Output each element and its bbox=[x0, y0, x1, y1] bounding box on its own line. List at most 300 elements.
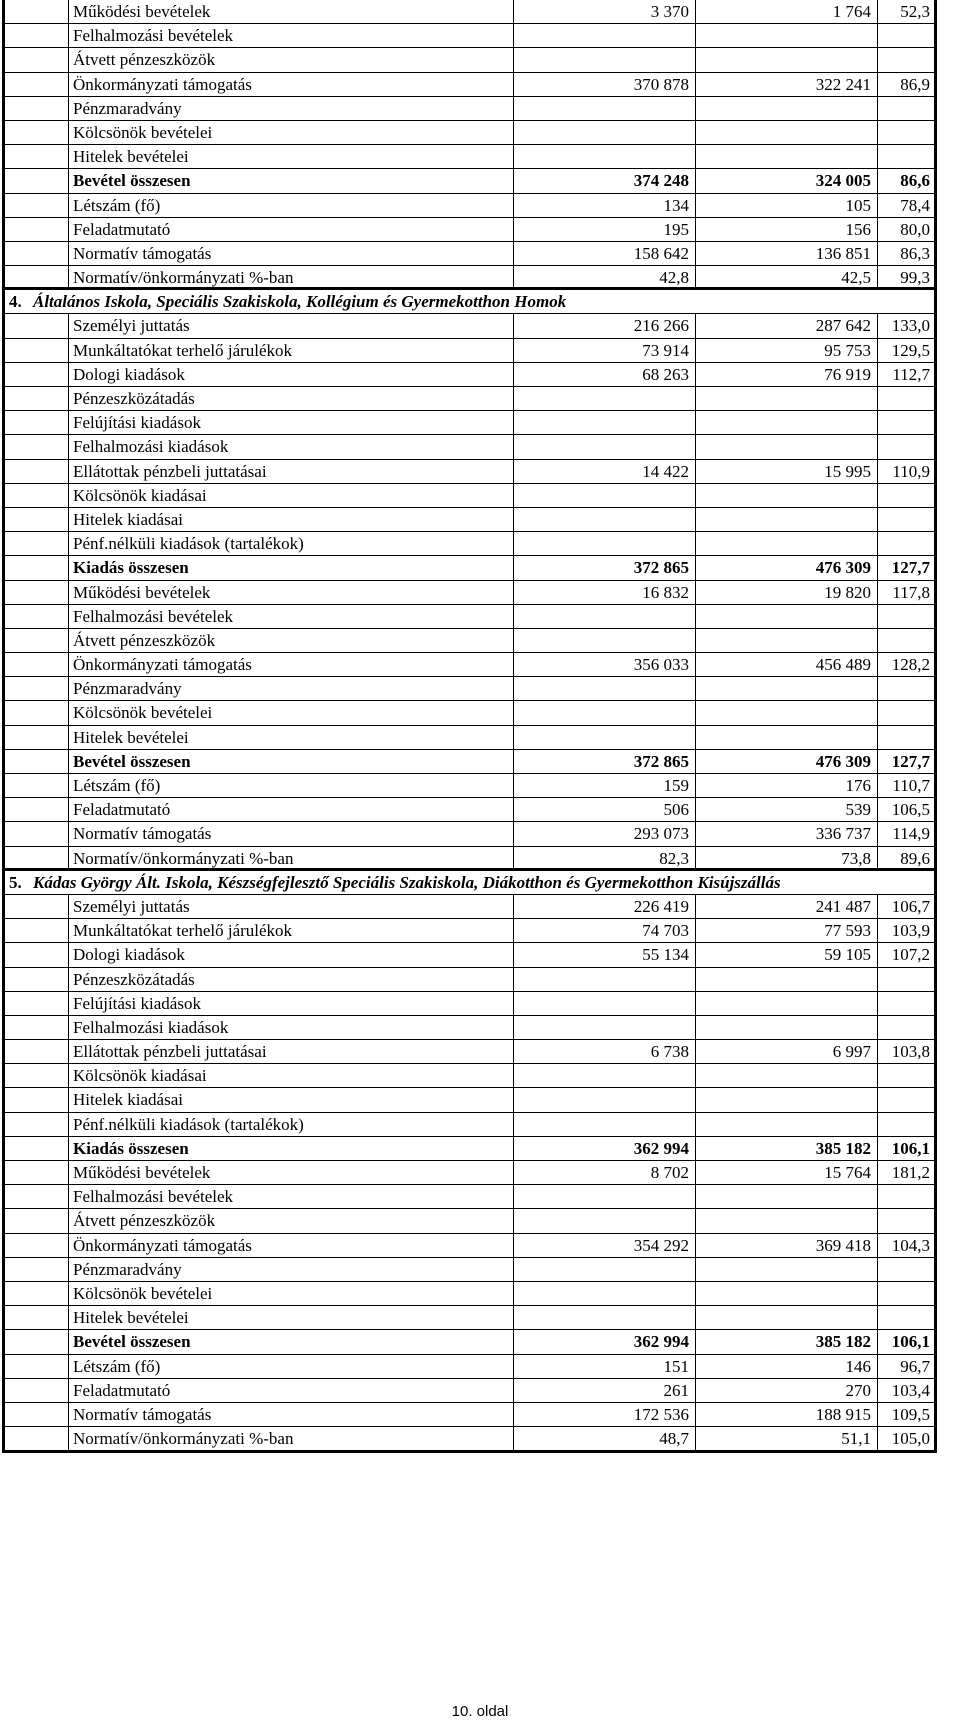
value-cell-2 bbox=[696, 992, 878, 1015]
index-cell bbox=[5, 847, 69, 868]
value-cell-1: 55 134 bbox=[514, 943, 696, 966]
value-cell-2: 476 309 bbox=[696, 556, 878, 579]
value-cell-1: 370 878 bbox=[514, 73, 696, 96]
index-cell bbox=[5, 194, 69, 217]
index-cell bbox=[5, 774, 69, 797]
table-row bbox=[5, 968, 934, 992]
value-cell-1: 6 738 bbox=[514, 1040, 696, 1063]
percent-cell: 110,9 bbox=[892, 461, 930, 481]
table-row bbox=[5, 1064, 934, 1088]
table-row bbox=[5, 677, 934, 701]
index-cell bbox=[5, 1330, 69, 1353]
value-cell-1 bbox=[514, 1088, 696, 1111]
index-cell bbox=[5, 1306, 69, 1329]
value-cell-2: 456 489 bbox=[696, 653, 878, 676]
index-cell bbox=[5, 919, 69, 942]
value-cell-2: 176 bbox=[696, 774, 878, 797]
percent-cell bbox=[878, 968, 934, 991]
section-number: 4. bbox=[9, 292, 22, 312]
label-cell: Bevétel összesen bbox=[69, 750, 514, 773]
index-cell bbox=[5, 726, 69, 749]
table-row bbox=[5, 1258, 934, 1282]
value-cell-1: 261 bbox=[514, 1379, 696, 1402]
value-cell-1 bbox=[514, 968, 696, 991]
value-cell-2 bbox=[696, 1016, 878, 1039]
label-cell: Pénzeszközátadás bbox=[69, 387, 514, 410]
index-cell bbox=[5, 435, 69, 458]
label-cell: Dologi kiadások bbox=[69, 363, 514, 386]
label-cell: Hitelek kiadásai bbox=[69, 508, 514, 531]
index-cell bbox=[5, 968, 69, 991]
table-row bbox=[5, 0, 934, 24]
table-row bbox=[5, 1185, 934, 1209]
percent-cell: 128,2 bbox=[891, 655, 930, 675]
table-row bbox=[5, 73, 934, 97]
value-cell-2 bbox=[696, 629, 878, 652]
value-cell-1: 195 bbox=[514, 218, 696, 241]
value-cell-1 bbox=[514, 1282, 696, 1305]
value-cell-1: 42,8 bbox=[514, 266, 696, 287]
index-cell bbox=[5, 798, 69, 821]
index-cell bbox=[5, 653, 69, 676]
percent-cell: 104,3 bbox=[891, 1235, 930, 1255]
percent-cell: 127,7 bbox=[891, 558, 930, 578]
value-cell-2 bbox=[696, 435, 878, 458]
value-cell-1 bbox=[514, 97, 696, 120]
index-cell bbox=[5, 1185, 69, 1208]
table-row bbox=[5, 145, 934, 169]
index-cell bbox=[5, 822, 69, 845]
table-row bbox=[5, 943, 934, 967]
table-row bbox=[5, 218, 934, 242]
label-cell: Dologi kiadások bbox=[69, 943, 514, 966]
value-cell-1 bbox=[514, 1209, 696, 1232]
value-cell-2: 322 241 bbox=[696, 73, 878, 96]
total-row bbox=[5, 1330, 934, 1354]
value-cell-1: 172 536 bbox=[514, 1403, 696, 1426]
label-cell: Munkáltatókat terhelő járulékok bbox=[69, 919, 514, 942]
label-cell: Felújítási kiadások bbox=[69, 411, 514, 434]
table-row bbox=[5, 1113, 934, 1137]
value-cell-1: 354 292 bbox=[514, 1234, 696, 1257]
value-cell-2: 241 487 bbox=[696, 895, 878, 918]
value-cell-2: 136 851 bbox=[696, 242, 878, 265]
percent-cell: 133,0 bbox=[891, 316, 930, 336]
index-cell bbox=[5, 48, 69, 71]
index-cell bbox=[5, 943, 69, 966]
percent-cell: 114,9 bbox=[892, 824, 930, 844]
value-cell-2: 6 997 bbox=[696, 1040, 878, 1063]
label-cell: Felhalmozási kiadások bbox=[69, 1016, 514, 1039]
table-row bbox=[5, 266, 934, 290]
label-cell: Felhalmozási bevételek bbox=[69, 605, 514, 628]
index-cell bbox=[5, 1161, 69, 1184]
percent-cell bbox=[878, 1113, 934, 1136]
value-cell-2: 385 182 bbox=[696, 1330, 878, 1353]
value-cell-2 bbox=[696, 532, 878, 555]
value-cell-1 bbox=[514, 726, 696, 749]
value-cell-2: 15 764 bbox=[696, 1161, 878, 1184]
label-cell: Pénzmaradvány bbox=[69, 677, 514, 700]
label-cell: Normatív támogatás bbox=[69, 1403, 514, 1426]
percent-cell: 129,5 bbox=[891, 340, 930, 360]
value-cell-1: 506 bbox=[514, 798, 696, 821]
value-cell-2: 146 bbox=[696, 1355, 878, 1378]
index-cell bbox=[5, 387, 69, 410]
percent-cell: 106,7 bbox=[891, 896, 930, 916]
index-cell bbox=[5, 992, 69, 1015]
percent-cell bbox=[878, 48, 934, 71]
label-cell: Átvett pénzeszközök bbox=[69, 1209, 514, 1232]
value-cell-1 bbox=[514, 145, 696, 168]
label-cell: Kölcsönök kiadásai bbox=[69, 1064, 514, 1087]
value-cell-2 bbox=[696, 1185, 878, 1208]
value-cell-2 bbox=[696, 411, 878, 434]
value-cell-1: 159 bbox=[514, 774, 696, 797]
value-cell-2 bbox=[696, 1306, 878, 1329]
index-cell bbox=[5, 121, 69, 144]
value-cell-1: 362 994 bbox=[514, 1330, 696, 1353]
value-cell-2: 15 995 bbox=[696, 460, 878, 483]
table-row bbox=[5, 48, 934, 72]
value-cell-2 bbox=[696, 605, 878, 628]
percent-cell: 127,7 bbox=[891, 751, 930, 771]
value-cell-1: 151 bbox=[514, 1355, 696, 1378]
value-cell-1 bbox=[514, 1113, 696, 1136]
value-cell-2 bbox=[696, 677, 878, 700]
label-cell: Normatív/önkormányzati %-ban bbox=[69, 847, 514, 868]
value-cell-1 bbox=[514, 121, 696, 144]
label-cell: Működési bevételek bbox=[69, 1161, 514, 1184]
percent-cell bbox=[878, 387, 934, 410]
percent-cell: 106,1 bbox=[891, 1332, 930, 1352]
label-cell: Felhalmozási kiadások bbox=[69, 435, 514, 458]
table-row bbox=[5, 460, 934, 484]
index-cell bbox=[5, 895, 69, 918]
label-cell: Hitelek bevételei bbox=[69, 1306, 514, 1329]
percent-cell bbox=[878, 1209, 934, 1232]
percent-cell: 96,7 bbox=[900, 1356, 930, 1376]
index-cell bbox=[5, 266, 69, 287]
index-cell bbox=[5, 1088, 69, 1111]
index-cell bbox=[5, 1403, 69, 1426]
label-cell: Ellátottak pénzbeli juttatásai bbox=[69, 1040, 514, 1063]
table-row bbox=[5, 339, 934, 363]
value-cell-2 bbox=[696, 145, 878, 168]
percent-cell bbox=[878, 992, 934, 1015]
value-cell-1 bbox=[514, 1306, 696, 1329]
value-cell-2 bbox=[696, 484, 878, 507]
index-cell bbox=[5, 1355, 69, 1378]
percent-cell: 89,6 bbox=[900, 848, 930, 868]
label-cell: Bevétel összesen bbox=[69, 169, 514, 192]
index-cell bbox=[5, 1016, 69, 1039]
value-cell-1: 68 263 bbox=[514, 363, 696, 386]
label-cell: Átvett pénzeszközök bbox=[69, 48, 514, 71]
table-row bbox=[5, 24, 934, 48]
percent-cell bbox=[878, 532, 934, 555]
value-cell-2 bbox=[696, 121, 878, 144]
label-cell: Kiadás összesen bbox=[69, 1137, 514, 1160]
percent-cell: 110,7 bbox=[892, 776, 930, 795]
value-cell-1 bbox=[514, 629, 696, 652]
percent-cell: 181,2 bbox=[891, 1163, 930, 1182]
value-cell-2: 539 bbox=[696, 798, 878, 821]
table-row bbox=[5, 121, 934, 145]
percent-cell bbox=[878, 121, 934, 144]
percent-cell: 107,2 bbox=[891, 945, 930, 965]
value-cell-1: 362 994 bbox=[514, 1137, 696, 1160]
value-cell-1 bbox=[514, 387, 696, 410]
label-cell: Pénzmaradvány bbox=[69, 97, 514, 120]
table-row bbox=[5, 1379, 934, 1403]
label-cell: Munkáltatókat terhelő járulékok bbox=[69, 339, 514, 362]
percent-cell bbox=[878, 1258, 934, 1281]
table-row bbox=[5, 774, 934, 798]
percent-cell: 106,5 bbox=[891, 800, 930, 820]
percent-cell bbox=[878, 24, 934, 47]
label-cell: Átvett pénzeszközök bbox=[69, 629, 514, 652]
percent-cell: 86,6 bbox=[900, 171, 930, 191]
percent-cell bbox=[878, 701, 934, 724]
index-cell bbox=[5, 314, 69, 337]
index-cell bbox=[5, 1064, 69, 1087]
value-cell-2 bbox=[696, 1282, 878, 1305]
value-cell-1 bbox=[514, 701, 696, 724]
label-cell: Pénf.nélküli kiadások (tartalékok) bbox=[69, 1113, 514, 1136]
table-row bbox=[5, 1355, 934, 1379]
table-row bbox=[5, 847, 934, 871]
index-cell bbox=[5, 0, 69, 23]
value-cell-2: 369 418 bbox=[696, 1234, 878, 1257]
index-cell bbox=[5, 1234, 69, 1257]
value-cell-1: 372 865 bbox=[514, 750, 696, 773]
total-row bbox=[5, 169, 934, 193]
label-cell: Ellátottak pénzbeli juttatásai bbox=[69, 460, 514, 483]
value-cell-2 bbox=[696, 726, 878, 749]
index-cell bbox=[5, 363, 69, 386]
percent-cell bbox=[878, 1064, 934, 1087]
table-row bbox=[5, 1282, 934, 1306]
label-cell: Feladatmutató bbox=[69, 798, 514, 821]
section-title: Általános Iskola, Speciális Szakiskola, Kollégium és Gyermekotthon Homok bbox=[33, 292, 567, 312]
value-cell-2: 51,1 bbox=[696, 1427, 878, 1450]
table-row bbox=[5, 1161, 934, 1185]
percent-cell: 78,4 bbox=[900, 195, 930, 215]
value-cell-1 bbox=[514, 605, 696, 628]
table-row bbox=[5, 701, 934, 725]
value-cell-2 bbox=[696, 48, 878, 71]
table-row bbox=[5, 1427, 934, 1451]
index-cell bbox=[5, 532, 69, 555]
label-cell: Feladatmutató bbox=[69, 1379, 514, 1402]
index-cell bbox=[5, 581, 69, 604]
value-cell-2 bbox=[696, 1209, 878, 1232]
label-cell: Személyi juttatás bbox=[69, 895, 514, 918]
index-cell bbox=[5, 508, 69, 531]
percent-cell bbox=[878, 1306, 934, 1329]
table-row bbox=[5, 363, 934, 387]
value-cell-2: 336 737 bbox=[696, 822, 878, 845]
value-cell-2 bbox=[696, 387, 878, 410]
index-cell bbox=[5, 605, 69, 628]
label-cell: Létszám (fő) bbox=[69, 1355, 514, 1378]
value-cell-1 bbox=[514, 532, 696, 555]
value-cell-2: 287 642 bbox=[696, 314, 878, 337]
table-row bbox=[5, 1306, 934, 1330]
index-cell bbox=[5, 1040, 69, 1063]
value-cell-2 bbox=[696, 1113, 878, 1136]
percent-cell: 117,8 bbox=[892, 582, 930, 602]
table-row bbox=[5, 387, 934, 411]
value-cell-2 bbox=[696, 1088, 878, 1111]
label-cell: Önkormányzati támogatás bbox=[69, 73, 514, 96]
table-row bbox=[5, 798, 934, 822]
value-cell-2: 59 105 bbox=[696, 943, 878, 966]
value-cell-2 bbox=[696, 701, 878, 724]
budget-table bbox=[2, 0, 937, 1453]
index-cell bbox=[5, 1209, 69, 1232]
value-cell-2: 95 753 bbox=[696, 339, 878, 362]
value-cell-2: 476 309 bbox=[696, 750, 878, 773]
value-cell-2: 105 bbox=[696, 194, 878, 217]
table-row bbox=[5, 314, 934, 338]
index-cell bbox=[5, 145, 69, 168]
percent-cell bbox=[878, 508, 934, 531]
table-row bbox=[5, 629, 934, 653]
value-cell-2: 188 915 bbox=[696, 1403, 878, 1426]
value-cell-2: 1 764 bbox=[696, 0, 878, 23]
table-row bbox=[5, 726, 934, 750]
value-cell-1: 16 832 bbox=[514, 581, 696, 604]
percent-cell bbox=[878, 484, 934, 507]
table-row bbox=[5, 653, 934, 677]
percent-cell bbox=[878, 1016, 934, 1039]
percent-cell bbox=[878, 1185, 934, 1208]
label-cell: Felhalmozási bevételek bbox=[69, 24, 514, 47]
percent-cell: 80,0 bbox=[900, 219, 930, 239]
value-cell-1: 3 370 bbox=[514, 0, 696, 23]
table-row bbox=[5, 822, 934, 846]
value-cell-1: 293 073 bbox=[514, 822, 696, 845]
value-cell-2: 19 820 bbox=[696, 581, 878, 604]
total-row bbox=[5, 1137, 934, 1161]
table-row bbox=[5, 484, 934, 508]
value-cell-1 bbox=[514, 1016, 696, 1039]
value-cell-1 bbox=[514, 508, 696, 531]
index-cell bbox=[5, 1282, 69, 1305]
label-cell: Létszám (fő) bbox=[69, 774, 514, 797]
label-cell: Felhalmozási bevételek bbox=[69, 1185, 514, 1208]
value-cell-1 bbox=[514, 24, 696, 47]
label-cell: Normatív támogatás bbox=[69, 822, 514, 845]
percent-cell: 99,3 bbox=[900, 268, 930, 288]
label-cell: Működési bevételek bbox=[69, 581, 514, 604]
table-row bbox=[5, 411, 934, 435]
value-cell-2: 385 182 bbox=[696, 1137, 878, 1160]
table-row bbox=[5, 919, 934, 943]
value-cell-2: 324 005 bbox=[696, 169, 878, 192]
index-cell bbox=[5, 484, 69, 507]
section-heading-row bbox=[5, 290, 934, 314]
percent-cell bbox=[878, 677, 934, 700]
percent-cell bbox=[878, 605, 934, 628]
index-cell bbox=[5, 218, 69, 241]
value-cell-1: 374 248 bbox=[514, 169, 696, 192]
index-cell bbox=[5, 411, 69, 434]
value-cell-2: 73,8 bbox=[696, 847, 878, 868]
percent-cell: 105,0 bbox=[891, 1429, 930, 1449]
label-cell: Pénf.nélküli kiadások (tartalékok) bbox=[69, 532, 514, 555]
value-cell-2: 270 bbox=[696, 1379, 878, 1402]
label-cell: Kölcsönök bevételei bbox=[69, 1282, 514, 1305]
label-cell: Személyi juttatás bbox=[69, 314, 514, 337]
label-cell: Hitelek bevételei bbox=[69, 726, 514, 749]
label-cell: Létszám (fő) bbox=[69, 194, 514, 217]
table-row bbox=[5, 581, 934, 605]
table-row bbox=[5, 242, 934, 266]
percent-cell: 112,7 bbox=[892, 364, 930, 384]
label-cell: Felújítási kiadások bbox=[69, 992, 514, 1015]
value-cell-1: 158 642 bbox=[514, 242, 696, 265]
index-cell bbox=[5, 73, 69, 96]
index-cell bbox=[5, 169, 69, 192]
percent-cell: 103,8 bbox=[891, 1042, 930, 1062]
table-row bbox=[5, 895, 934, 919]
value-cell-1: 14 422 bbox=[514, 460, 696, 483]
index-cell bbox=[5, 750, 69, 773]
index-cell bbox=[5, 24, 69, 47]
value-cell-1: 48,7 bbox=[514, 1427, 696, 1450]
percent-cell: 109,5 bbox=[891, 1404, 930, 1424]
value-cell-1 bbox=[514, 484, 696, 507]
section-number: 5. bbox=[9, 872, 22, 892]
percent-cell bbox=[878, 629, 934, 652]
label-cell: Bevétel összesen bbox=[69, 1330, 514, 1353]
value-cell-2 bbox=[696, 968, 878, 991]
percent-cell bbox=[878, 435, 934, 458]
percent-cell: 103,4 bbox=[891, 1380, 930, 1400]
table-row bbox=[5, 992, 934, 1016]
table-row bbox=[5, 1403, 934, 1427]
value-cell-1: 8 702 bbox=[514, 1161, 696, 1184]
value-cell-2 bbox=[696, 1258, 878, 1281]
label-cell: Hitelek kiadásai bbox=[69, 1088, 514, 1111]
index-cell bbox=[5, 1137, 69, 1160]
value-cell-2: 42,5 bbox=[696, 266, 878, 287]
value-cell-1: 73 914 bbox=[514, 339, 696, 362]
table-row bbox=[5, 1088, 934, 1112]
value-cell-2 bbox=[696, 24, 878, 47]
value-cell-2 bbox=[696, 1064, 878, 1087]
table-row bbox=[5, 1016, 934, 1040]
percent-cell bbox=[878, 97, 934, 120]
table-row bbox=[5, 1209, 934, 1233]
label-cell: Önkormányzati támogatás bbox=[69, 653, 514, 676]
page-number: 10. oldal bbox=[451, 1703, 509, 1720]
value-cell-2: 77 593 bbox=[696, 919, 878, 942]
label-cell: Hitelek bevételei bbox=[69, 145, 514, 168]
index-cell bbox=[5, 677, 69, 700]
value-cell-1: 216 266 bbox=[514, 314, 696, 337]
table-row bbox=[5, 194, 934, 218]
index-cell bbox=[5, 1258, 69, 1281]
table-row bbox=[5, 508, 934, 532]
value-cell-1 bbox=[514, 1258, 696, 1281]
value-cell-1 bbox=[514, 1185, 696, 1208]
label-cell: Normatív támogatás bbox=[69, 242, 514, 265]
value-cell-1 bbox=[514, 677, 696, 700]
